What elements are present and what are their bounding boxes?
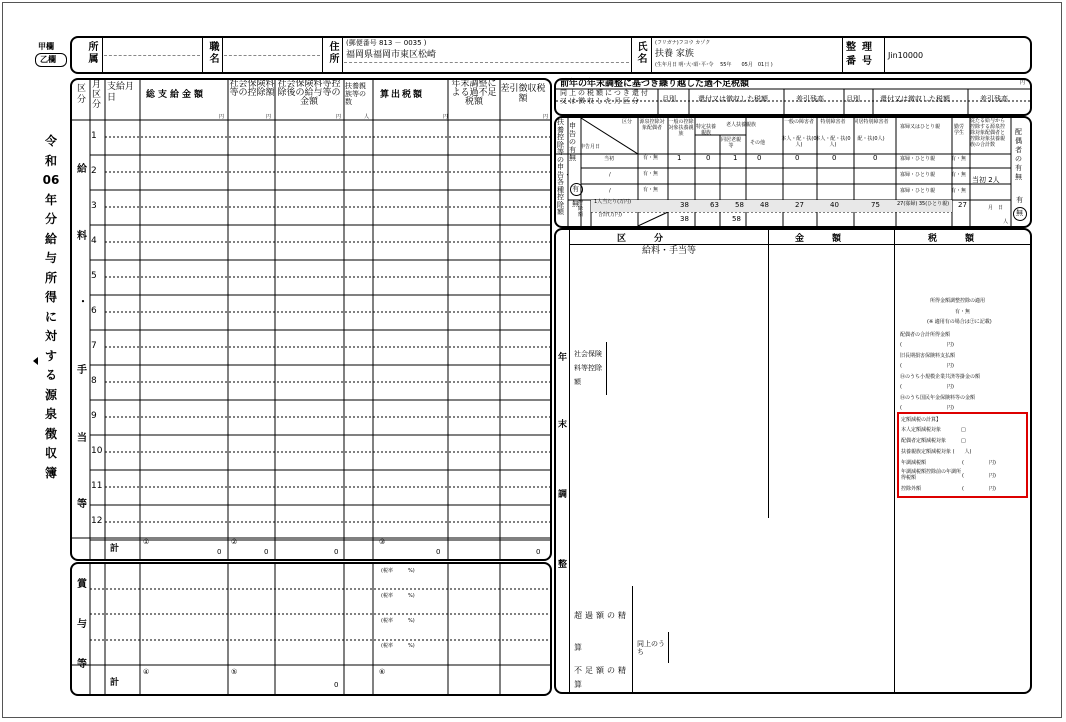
carry-title: 前年の年末調整に基づき繰り越した過不足税額	[560, 79, 750, 89]
birth-date: (生年月日 明･大･昭･平･令 55年 05月 01日 )	[655, 62, 773, 68]
shimei-label: 氏名	[635, 41, 646, 65]
kojo-gaku-label: 控除額	[578, 200, 584, 218]
dojo-label: 同上のうち	[637, 640, 665, 656]
sum-roujin: 58	[732, 215, 741, 223]
teigaku-kojogai: 控除外額	[901, 486, 922, 492]
kou-label: 甲欄	[38, 42, 54, 51]
total-kojogo: 0	[334, 548, 339, 556]
dep-row-3-kinro: 有・無	[951, 188, 967, 194]
shinkoku-mu: 無	[572, 200, 579, 208]
teigaku-honnin: 本人定額減税対象	[901, 427, 942, 433]
per-person-label: 1人当たり(万円)	[594, 199, 632, 205]
side-info-yen-2: ( 円)	[900, 363, 954, 369]
bonus-total-shakai: 0	[334, 681, 339, 689]
zeiritsu-1: (税率 %)	[381, 568, 415, 574]
dep-row-2-kinro: 有・無	[951, 172, 967, 178]
teigaku-kojogai-yen: ( 円)	[962, 486, 996, 492]
teigaku-title: 定額減税の計算】	[901, 417, 942, 423]
month-label: 1	[91, 131, 97, 141]
haigusha-umu: 配偶者の有無	[1015, 128, 1022, 181]
group-te: 手	[77, 365, 87, 376]
dep-row-3-label: /	[609, 188, 611, 194]
carry-col-tax2: 還付又は徴収した税額	[880, 95, 950, 103]
yen-mark: 円	[266, 114, 272, 120]
dep-row-1-juutaru: 当初 2人	[972, 176, 1000, 184]
month-label: 4	[91, 236, 97, 246]
dep-sonota: その他	[750, 140, 766, 146]
deduction-side-label: 扶養控除等の申告・各種控除額	[557, 118, 571, 216]
name-value: 扶養 家族	[655, 49, 694, 59]
ye-header-kingaku: 金額	[795, 234, 870, 244]
sanshutsu-header: 算出税額	[380, 90, 425, 100]
mark-3: ③	[379, 538, 386, 546]
per-value: 27	[795, 201, 804, 209]
dep-tokubetsu-sub: 本人・配・扶(0人)	[815, 136, 851, 148]
teigaku-nenkei-mae-yen: ( 円)	[962, 473, 996, 479]
nin-mark: 人	[1003, 219, 1009, 225]
dep-row-1-ippan: 1	[677, 154, 682, 162]
mu-mark: 無	[1016, 209, 1023, 217]
ye-side-nen: 年	[558, 353, 568, 363]
left-main-table	[70, 78, 552, 561]
per-value: 38	[680, 201, 689, 209]
yen-mark: 円	[1020, 80, 1026, 86]
month-label: 2	[91, 166, 97, 176]
side-info-kyu: 旧長期損害保険料支払額	[900, 353, 956, 359]
zeiritsu-3: (税率 %)	[381, 618, 415, 624]
mark-4: ④	[143, 668, 150, 676]
per-value: 63	[710, 201, 719, 209]
dep-doukyo-roushin: 同居老親等	[720, 137, 741, 149]
arrow-left-icon	[33, 357, 38, 365]
mark-1: ①	[143, 538, 150, 546]
carry-col-month2: 月別	[846, 95, 860, 103]
dep-doukyo-sub: 配・扶(0人)	[857, 136, 885, 142]
dep-tokubetsu: 特別障害者	[820, 119, 846, 125]
side-info-yen-1: ( 円)	[900, 342, 954, 348]
side-info-note: (※ 適用有の場合は㊉に記載)	[927, 319, 992, 325]
dep-row-1-tokutei: 0	[706, 154, 711, 162]
side-info-shokibo: ⑭のうち小規模企業共済等掛金の額	[900, 374, 981, 380]
tsuki-hi-label: 月 日	[988, 205, 1004, 211]
dep-kinro: 勤労学生	[953, 124, 964, 136]
sum-ippan: 38	[680, 215, 689, 223]
dep-ippan-shogai: 一般の障害者	[783, 119, 814, 125]
shozoku-label: 所属	[86, 41, 97, 65]
shikyu-date-header: 支給月日	[107, 82, 135, 103]
teigaku-nenkei-yen: ( 円)	[962, 460, 996, 466]
mark-6: ⑥	[379, 668, 386, 676]
dep-row-1-kafu: 寡婦・ひとり親	[900, 156, 936, 162]
teigaku-haigusha-checkbox[interactable]: □	[961, 438, 966, 444]
shinkoku-u: 有	[572, 185, 579, 193]
month-label: 12	[91, 516, 103, 526]
kubun-header: 区分	[77, 84, 87, 105]
mark-5: ⑤	[231, 668, 238, 676]
month-label: 8	[91, 376, 97, 386]
ye-header-zeigaku: 税額	[928, 234, 1003, 244]
carry-col-month1: 月別	[662, 95, 676, 103]
dep-juutaru: 従たる給与から控除する源泉控除対象配偶者と控除対象扶養親族の合計数	[970, 118, 1006, 148]
furigana-value: (フリガナ)フヨウ カゾク	[655, 40, 711, 46]
shinkoku-month: 申告月日	[580, 144, 601, 150]
bonus-yo: 与	[77, 619, 87, 630]
jusho-label: 住所	[327, 41, 338, 65]
sogaku-header: 総支給金額	[146, 90, 207, 100]
gokei-man-label: 合計(万円)	[598, 212, 622, 218]
teigaku-honnin-checkbox[interactable]: □	[961, 427, 966, 433]
choka-group-label: 超過額の精算	[574, 611, 629, 652]
dep-row-1-haigusha: 有・無	[643, 155, 659, 161]
group-to: 等	[77, 499, 87, 510]
month-label: 9	[91, 411, 97, 421]
dep-ippan-shogai-sub: 本人・配・扶(0人)	[781, 136, 817, 148]
group-ate: 当	[77, 433, 87, 444]
group-dot: ・	[78, 297, 88, 308]
dep-row-2-label: /	[609, 172, 611, 178]
per-value: 58	[735, 201, 744, 209]
ye-header-kubun: 区分	[617, 234, 692, 244]
dep-row-1-tokubetsu: 0	[832, 154, 837, 162]
postal-code: (郵便番号 813 － 0035 )	[346, 39, 427, 47]
dep-row-2-kafu: 寡婦・ひとり親	[900, 172, 936, 178]
shokumei-label: 職名	[207, 41, 218, 65]
kubun-label: 区分	[622, 119, 633, 125]
dep-row-1-roujin-other: 0	[757, 154, 762, 162]
month-label: 6	[91, 306, 97, 316]
side-info-yen-3: ( 円)	[900, 384, 954, 390]
teigaku-haigusha: 配偶者定額減税対象	[901, 438, 947, 444]
dep-kafu: 寡婦又はひとり親	[899, 124, 940, 130]
yen-mark: 円	[543, 114, 549, 120]
month-label: 10	[91, 446, 103, 456]
u-mark: 有	[1016, 196, 1023, 204]
dep-roujin: 老人扶養親族	[726, 122, 757, 128]
total-sashihiki: 0	[536, 548, 541, 556]
kojogo-header: 社会保険料等控除後の給与等の金額	[277, 79, 341, 107]
carry-col-bal1: 差引残高	[796, 95, 824, 103]
bonus-sho: 賞	[77, 579, 87, 590]
dep-row-1-roujin-doukyo: 1	[733, 154, 738, 162]
dep-row-1-shogai: 0	[795, 154, 800, 162]
yen-mark: 円	[443, 114, 449, 120]
zeiritsu-4: (税率 %)	[381, 643, 415, 649]
address-value: 福岡県福岡市東区松崎	[346, 50, 437, 60]
total-sogaku: 0	[217, 548, 222, 556]
dep-ippan: 一般の控除対象扶養親族	[668, 119, 694, 137]
shakai-header: 社会保険料等の控除額	[229, 79, 275, 98]
tsuki-kubun-header: 月区分	[92, 80, 102, 110]
seiri-value: Jin10000	[888, 51, 924, 60]
shinkoku-umu: 申告の有無	[569, 122, 576, 162]
otsu-label: 乙欄	[40, 55, 56, 64]
carry-row-label: 同上の税額につき還付又は徴収した月区分	[560, 89, 650, 105]
side-info-kokumin: ⑭のうち国民年金保険料等の金額	[900, 395, 976, 401]
bonus-kei-label: 計	[110, 678, 120, 688]
month-label: 3	[91, 201, 97, 211]
dep-row-1-label: 当初	[604, 156, 615, 162]
ye-side-matsu: 末	[558, 420, 568, 430]
vertical-title: 令和06年分給与所得に対する源泉徴収簿	[42, 134, 60, 480]
group-ryo: 料	[77, 231, 87, 242]
side-info-haigusha: 配偶者の合計所得金額	[900, 332, 951, 338]
zeiritsu-2: (税率 %)	[381, 593, 415, 599]
kei-label: 計	[110, 544, 120, 554]
total-sanshutsu: 0	[436, 548, 441, 556]
nin-mark: 人	[364, 114, 370, 120]
teigaku-nenkei-mae: 年調減税額控除前の年調所得税額	[901, 469, 962, 481]
group-kyu: 給	[77, 164, 87, 175]
fuyo-header: 扶養親族等の数	[345, 82, 366, 106]
yen-mark: 円	[219, 114, 225, 120]
seiri-label: 整理番号	[846, 42, 878, 67]
kabusoku-header: 年末調整による過不足税額	[451, 79, 497, 107]
dep-row-3-kafu: 寡婦・ひとり親	[900, 188, 936, 194]
per-value: 27(寡婦) 35(ひとり親)	[897, 201, 950, 207]
yen-mark: 円	[336, 114, 342, 120]
side-info-umu: 有・無	[955, 309, 971, 315]
shakai-group-label: 社会保険料等控除額	[574, 350, 602, 386]
per-value: 48	[760, 201, 769, 209]
dep-row-2-haigusha: 有・無	[643, 171, 659, 177]
per-value: 40	[830, 201, 839, 209]
dep-tokutei: 特定扶養親族	[695, 124, 716, 136]
carry-col-tax1: 還付又は徴収した税額	[698, 95, 768, 103]
carry-col-bal2: 差引残高	[980, 95, 1008, 103]
per-value: 27	[958, 201, 967, 209]
ye-row-line	[569, 244, 1030, 245]
per-value: 75	[871, 201, 880, 209]
dep-row-1-doukyo: 0	[873, 154, 878, 162]
dep-haigusha: 源泉控除対象配偶者	[639, 119, 665, 131]
dep-row-3-haigusha: 有・無	[643, 187, 659, 193]
teigaku-nenkei: 年調減税額	[901, 460, 927, 466]
dep-row-1-kinro: 有・無	[951, 156, 967, 162]
month-label: 11	[91, 481, 103, 491]
ye-row-label: 給料・手当等	[641, 246, 696, 256]
bonus-to: 等	[77, 659, 87, 670]
side-info-yen-4: ( 円)	[900, 405, 954, 411]
sashihiki-header: 差引徴収税額	[500, 84, 546, 104]
total-shakai: 0	[264, 548, 269, 556]
ye-side-cho: 調	[558, 490, 568, 500]
ye-side-sei: 整	[558, 560, 568, 570]
teigaku-fuyo: 扶養親族定額減税対象 ( 人)	[901, 449, 972, 455]
month-label: 5	[91, 271, 97, 281]
dep-doukyo: 同居特別障害者	[853, 119, 889, 125]
side-info-title: 所得金額調整控除の適用	[930, 298, 986, 304]
month-label: 7	[91, 341, 97, 351]
mark-2: ②	[231, 538, 238, 546]
fusoku-group-label: 不足額の精算	[574, 666, 629, 689]
